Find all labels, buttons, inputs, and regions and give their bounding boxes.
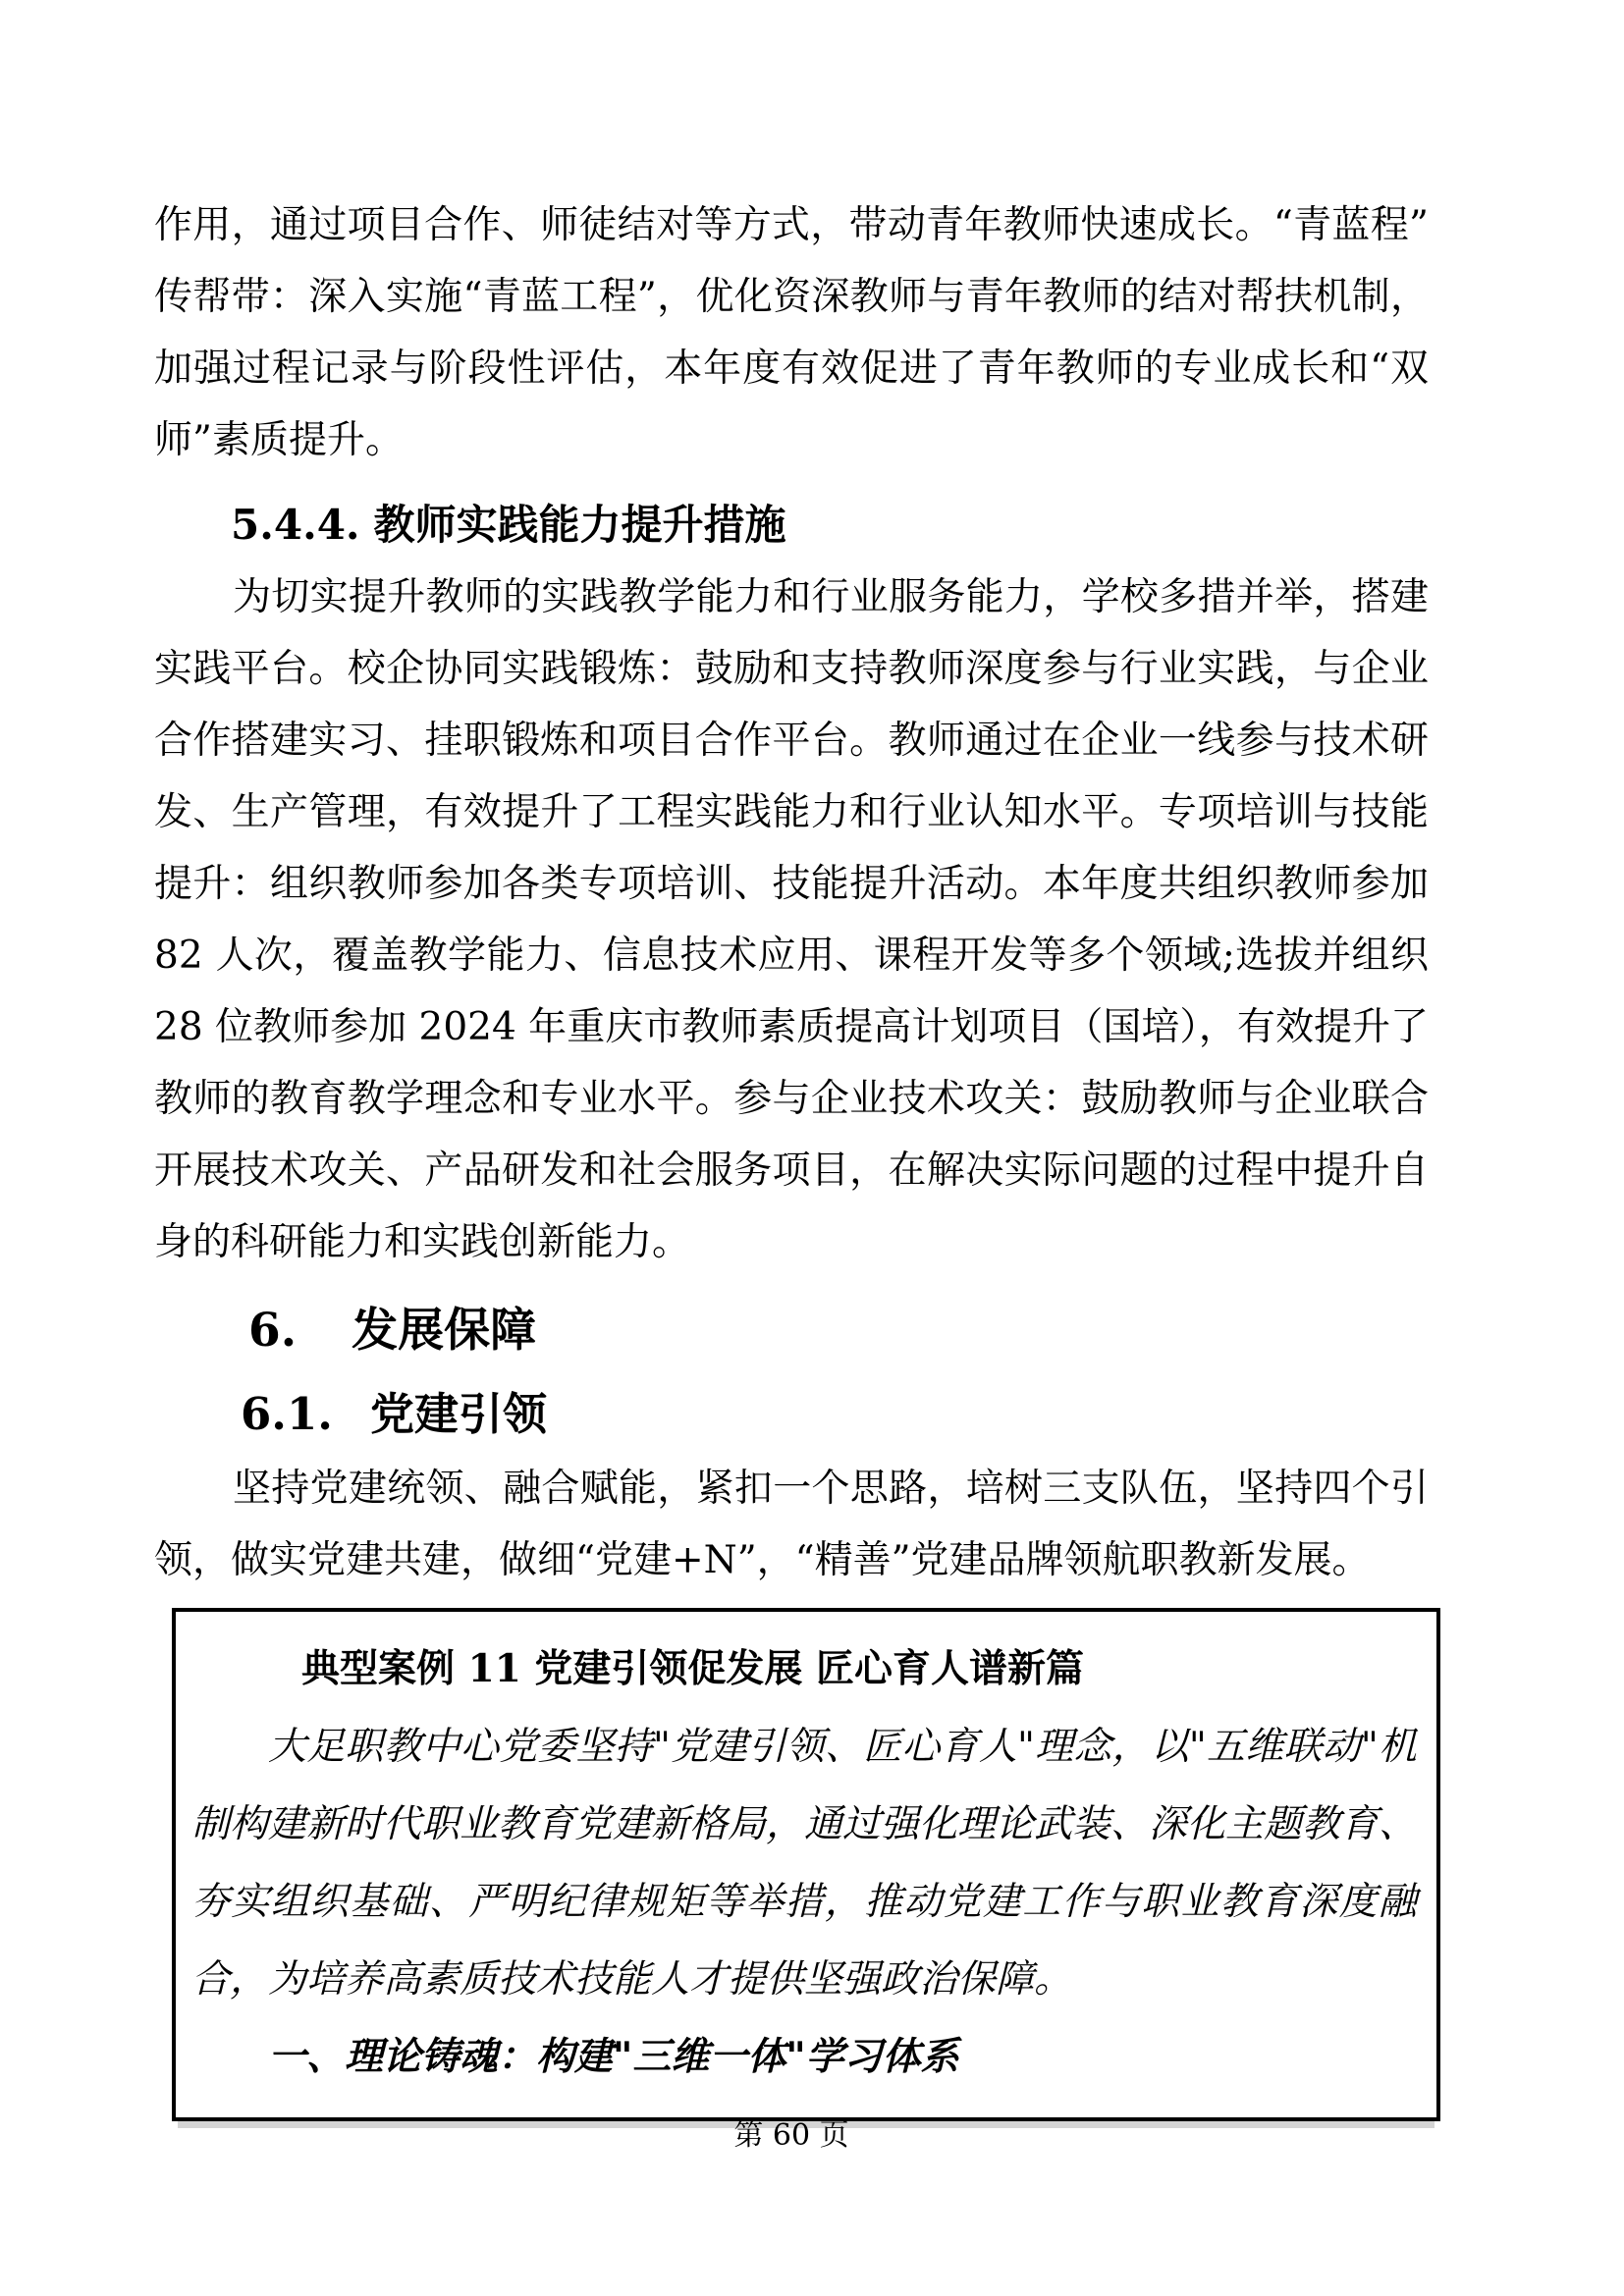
case-study-subheading: 一、理论铸魂：构建"三维一体"学习体系 [268, 2034, 959, 2079]
case-study-box [172, 1608, 1440, 2121]
paragraph-teacher-practice: 为切实提升教师的实践教学能力和行业服务能力，学校多措并举，搭建实践平台。校企协同实践锻炼：鼓励和支持教师深度参与行业实践，与企业合作搭建实习、挂职锻炼和项目合作平台。教师通过在企业一线参与技术研发、生产管理，有效提升了工程实践能力和行业认知水平。专项培训与技能提升：组织教师参加各类专项培训、技能提升活动。本年度共组织教师参加 82 人次，覆盖教学能力、信息技术应用、课程开发等多个领域;选拔并组织 28 位教师参加 2024 年重庆市教师素质提高计划项目（国培），有效提升了教师的教育教学理念和专业水平。参与企业技术攻关：鼓励教师与企业联合开展技术攻关、产品研发和社会服务项目，在解决实际问题的过程中提升自身的科研能力和实践创新能力。 [154, 575, 1429, 1264]
paragraph-continuation: 作用，通过项目合作、师徒结对等方式，带动青年教师快速成长。“青蓝程”传帮带：深入实施“青蓝工程”，优化资深教师与青年教师的结对帮扶机制，加强过程记录与阶段性评估，本年度有效促进了青年教师的专业成长和“双师”素质提升。 [154, 203, 1429, 462]
heading-6-1-title: 党建引领 [369, 1388, 547, 1440]
heading-5-4-4 [231, 489, 1429, 561]
heading-6-1 [241, 1376, 1429, 1453]
case-study-paragraph: 大足职教中心党委坚持"党建引领、匠心育人"理念，以"五维联动"机制构建新时代职业教育党建新格局，通过强化理论武装、深化主题教育、夯实组织基础、严明纪律规矩等举措，推动党建工作与职业教育深度融合，为培养高素质技术技能人才提供坚强政治保障。 [191, 1725, 1418, 2002]
heading-6 [248, 1292, 1429, 1370]
page-body [154, 189, 1429, 2121]
heading-5-4-4-title: 教师实践能力提升措施 [373, 501, 786, 549]
page-footer: 第 60 页 [733, 2118, 849, 2153]
heading-6-1-number: 6.1. [241, 1388, 333, 1440]
case-study-title: 典型案例 11 党建引领促发展 匠心育人谱新篇 [301, 1646, 1085, 1691]
heading-6-title: 发展保障 [352, 1304, 537, 1358]
paragraph-party-building: 坚持党建统领、融合赋能，紧扣一个思路，培树三支队伍，坚持四个引领，做实党建共建，做细“党建+N”，“精善”党建品牌领航职教新发展。 [154, 1467, 1429, 1582]
heading-6-number: 6. [248, 1304, 298, 1358]
heading-5-4-4-number: 5.4.4. [231, 501, 360, 549]
